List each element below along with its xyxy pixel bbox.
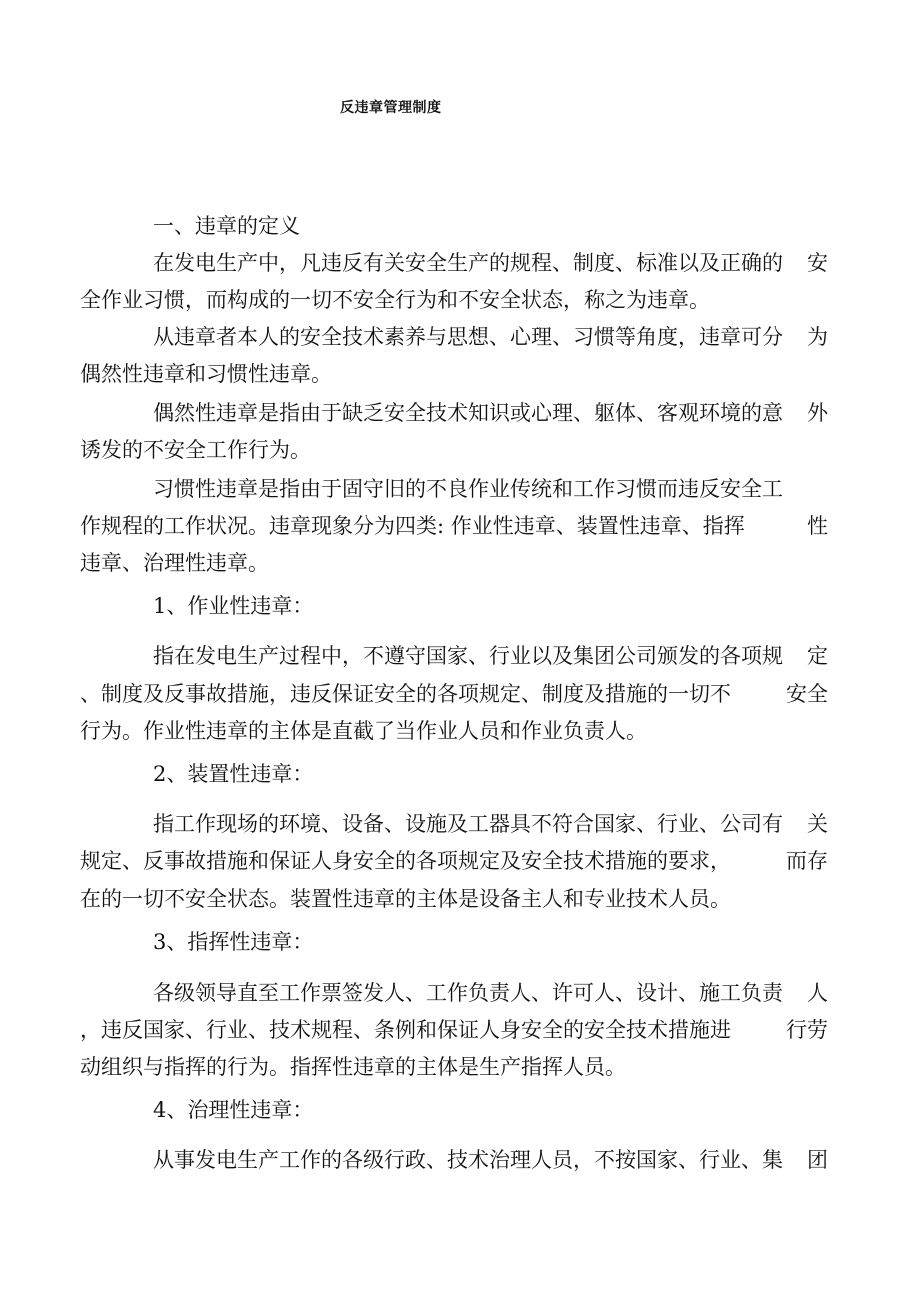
- paragraph-line: 行为。作业性违章的主体是直截了当作业人员和作业负责人。: [80, 719, 647, 743]
- paragraph-line: [153, 323, 828, 351]
- text-segment: 人: [807, 981, 828, 1005]
- paragraph-line: 偶然性违章和习惯性违章。: [80, 362, 332, 386]
- paragraph-line: [80, 680, 828, 708]
- text-segment: 外: [807, 401, 828, 425]
- text-segment: 从违章者本人的安全技术素养与思想、心理、习惯等角度，违章可分: [153, 325, 783, 349]
- section-heading: 2、装置性违章：: [153, 762, 314, 786]
- text-segment: 为: [807, 325, 828, 349]
- paragraph-line: 在的一切不安全状态。装置性违章的主体是设备主人和专业技术人员。: [80, 887, 731, 911]
- text-segment: 作规程的工作状况。违章现象分为四类: 作业性违章、装置性违章、指挥: [80, 514, 745, 538]
- text-segment: 关: [807, 812, 828, 836]
- paragraph-line: [80, 512, 828, 540]
- paragraph-line: 全作业习惯，而构成的一切不安全行为和不安全状态，称之为违章。: [80, 288, 710, 312]
- paragraph-line: [153, 979, 828, 1007]
- paragraph-line: [153, 249, 828, 277]
- text-segment: 性: [807, 514, 828, 538]
- section-heading: 一、违章的定义: [153, 214, 300, 238]
- section-heading: 4、治理性违章：: [153, 1098, 314, 1122]
- text-segment: 而存: [786, 849, 828, 873]
- text-segment: 安: [807, 251, 828, 275]
- paragraph-line: [153, 1146, 828, 1174]
- text-segment: 行劳: [786, 1018, 828, 1042]
- paragraph-line: [153, 399, 828, 427]
- text-segment: ，违反国家、行业、技术规程、条例和保证人身安全的安全技术措施进: [80, 1018, 731, 1042]
- paragraph-line: 违章、治理性违章。: [80, 551, 269, 575]
- text-segment: 安全: [786, 682, 828, 706]
- text-segment: 在发电生产中，凡违反有关安全生产的规程、制度、标准以及正确的: [153, 251, 783, 275]
- paragraph-line: [80, 1016, 828, 1044]
- paragraph-line: [153, 810, 828, 838]
- text-segment: 指在发电生产过程中，不遵守国家、行业以及集团公司颁发的各项规: [153, 644, 783, 668]
- paragraph-line: 诱发的不安全工作行为。: [80, 438, 311, 462]
- text-segment: 、制度及反事故措施，违反保证安全的各项规定、制度及措施的一切不: [80, 682, 731, 706]
- document-title: 反违章管理制度: [340, 100, 442, 116]
- text-segment: 指工作现场的环境、设备、设施及工器具不符合国家、行业、公司有: [153, 812, 783, 836]
- paragraph-line: [153, 642, 828, 670]
- text-segment: 偶然性违章是指由于缺乏安全技术知识或心理、躯体、客观环境的意: [153, 401, 783, 425]
- text-segment: 各级领导直至工作票签发人、工作负责人、许可人、设计、施工负责: [153, 981, 783, 1005]
- paragraph-line: [80, 847, 828, 875]
- text-segment: 从事发电生产工作的各级行政、技术治理人员，不按国家、行业、集: [153, 1148, 783, 1172]
- text-segment: 团: [807, 1148, 828, 1172]
- section-heading: 1、作业性违章：: [153, 594, 314, 618]
- paragraph-line: 动组织与指挥的行为。指挥性违章的主体是生产指挥人员。: [80, 1055, 626, 1079]
- text-segment: 定: [807, 644, 828, 668]
- section-heading: 3、指挥性违章：: [153, 930, 314, 954]
- text-segment: 规定、反事故措施和保证人身安全的各项规定及安全技术措施的要求，: [80, 849, 731, 873]
- paragraph-line: 习惯性违章是指由于固守旧的不良作业传统和工作习惯而违反安全工: [153, 477, 783, 501]
